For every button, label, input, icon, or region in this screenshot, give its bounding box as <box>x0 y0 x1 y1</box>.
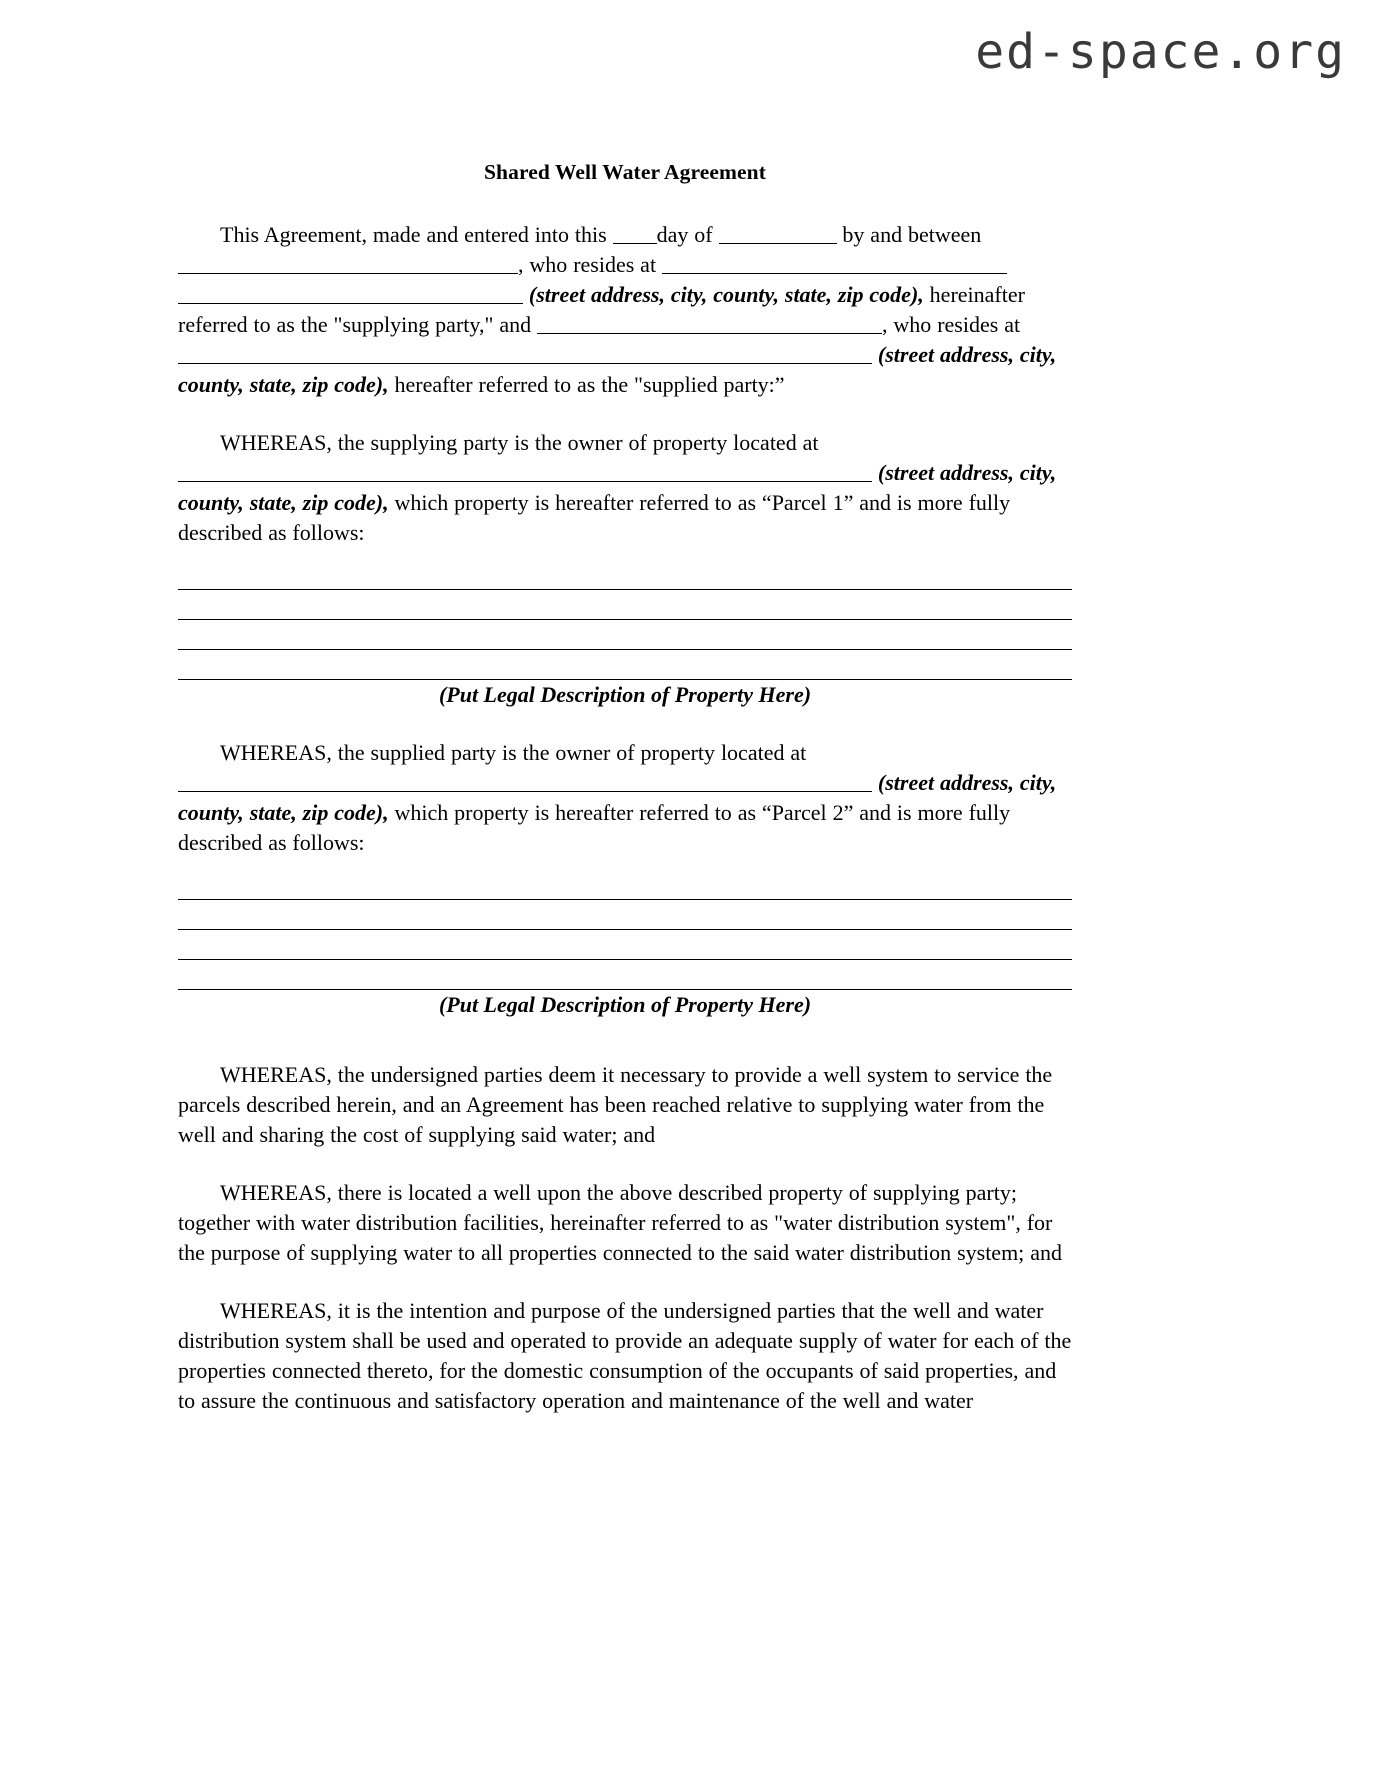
day-blank-field[interactable] <box>613 223 657 244</box>
intro-text-1c: by and between <box>836 221 982 247</box>
document-body <box>178 160 1072 1416</box>
parcel-1-tail-text: which property is hereafter referred to as “Parcel 1” and is more fully <box>388 489 1011 515</box>
intro-line-3 <box>178 280 1072 310</box>
supplying-party-address-blank-2[interactable] <box>178 283 523 304</box>
supplying-party-name-blank[interactable] <box>178 253 518 274</box>
spacer <box>178 710 1072 738</box>
intro-text-1a: This Agreement, made and entered into this <box>220 221 613 247</box>
parcel-2-address-blank[interactable] <box>178 771 872 792</box>
intro-paragraph <box>178 220 1072 400</box>
address-format-hint-1: (street address, city, county, state, zip code), <box>523 281 924 307</box>
intro-line-5 <box>178 340 1072 370</box>
spacer <box>178 1150 1072 1178</box>
parcel-2-legal-description-caption: (Put Legal Description of Property Here) <box>438 991 812 1017</box>
site-watermark: ed-space.org <box>975 24 1346 80</box>
spacer <box>178 858 1072 870</box>
parcel-2-tail-text: which property is hereafter referred to as “Parcel 2” and is more fully <box>388 799 1011 825</box>
parcel-1-lead: WHEREAS, the supplying party is the owner of property located at <box>220 429 819 455</box>
parcel-2-lead: WHEREAS, the supplied party is the owner of property located at <box>220 739 807 765</box>
intro-line-2 <box>178 250 1072 280</box>
intro-line-4 <box>178 310 1072 340</box>
intro-line-1 <box>178 220 1072 250</box>
intro-text-1b: day of <box>656 221 719 247</box>
recital-paragraph: WHEREAS, the undersigned parties deem it necessary to provide a well system to service the parcels described herein, and an Agreement has been reached relative to supplying water from the well and sharing the cost of supplying said water; and <box>178 1061 1053 1147</box>
intro-text-6b: hereafter referred to as the "supplied party:” <box>388 371 785 397</box>
parcel-2-section <box>178 738 1072 1020</box>
parcel-1-described-as: described as follows: <box>178 519 365 545</box>
recitals-section <box>178 1060 1072 1416</box>
recital-paragraph: WHEREAS, it is the intention and purpose of the undersigned parties that the well and water distribution system shall be used and operated to provide an adequate supply of water for each of the properties connected thereto, for the domestic consumption of the occupants of said properties, and to assure the continuous and satisfactory operation and maintenance of the well and water <box>178 1297 1072 1413</box>
address-format-hint-6: (street address, city, <box>872 769 1057 795</box>
recital-paragraph: WHEREAS, there is located a well upon the above described property of supplying party; together with water distribution facilities, hereinafter referred to as "water distribution system", for the purpose of supplying water to all properties connected to the said water distribution system; and <box>178 1179 1062 1265</box>
intro-text-3b: hereinafter <box>923 281 1025 307</box>
parcel-2-address-line <box>178 768 1072 798</box>
month-blank-field[interactable] <box>719 223 837 244</box>
supplied-party-name-blank[interactable] <box>537 313 882 334</box>
parcel-1-address-line <box>178 458 1072 488</box>
parcel-1-legal-description-lines <box>178 560 1072 680</box>
address-format-hint-5: county, state, zip code), <box>178 489 389 515</box>
intro-text-4a: referred to as the "supplying party," and <box>178 311 538 337</box>
spacer <box>178 548 1072 560</box>
intro-line-6 <box>178 370 1072 400</box>
page-title: Shared Well Water Agreement <box>484 160 766 184</box>
parcel-2-tail-line <box>178 798 1072 828</box>
parcel-2-described-as: described as follows: <box>178 829 365 855</box>
supplying-party-address-blank-1[interactable] <box>662 253 1007 274</box>
intro-text-4b: , who resides at <box>882 311 1021 337</box>
address-format-hint-4: (street address, city, <box>872 459 1057 485</box>
spacer <box>178 1268 1072 1296</box>
address-format-hint-2: (street address, city, <box>872 341 1057 367</box>
parcel-1-tail-line <box>178 488 1072 518</box>
supplied-party-address-blank[interactable] <box>178 343 872 364</box>
parcel-1-section <box>178 428 1072 710</box>
parcel-2-legal-description-lines <box>178 870 1072 990</box>
spacer <box>178 400 1072 428</box>
address-format-hint-3: county, state, zip code), <box>178 371 389 397</box>
address-format-hint-7: county, state, zip code), <box>178 799 389 825</box>
spacer <box>178 1020 1072 1060</box>
intro-text-2a: , who resides at <box>518 251 662 277</box>
parcel-1-legal-description-caption: (Put Legal Description of Property Here) <box>438 681 812 707</box>
parcel-1-address-blank[interactable] <box>178 461 872 482</box>
